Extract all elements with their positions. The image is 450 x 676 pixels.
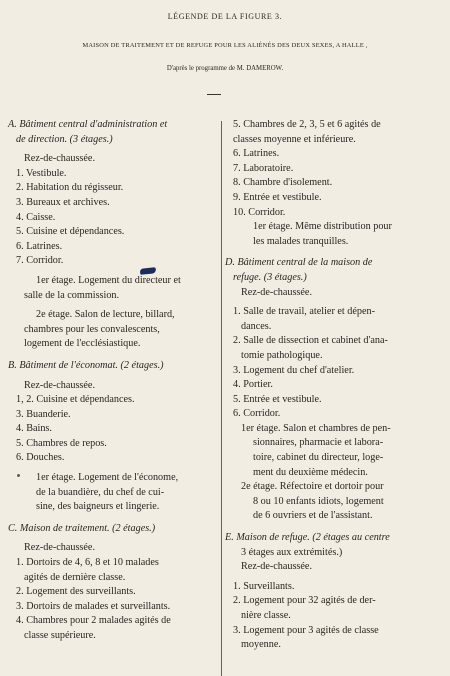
list-item: 2. Logement pour 32 agités de der- — [233, 595, 376, 607]
section-b-rdc: Rez-de-chaussée. — [24, 379, 95, 391]
floor-text: salle de la commission. — [24, 289, 120, 301]
floor-text: sionnaires, pharmacie et labora- — [253, 437, 384, 449]
floor-text: les malades tranquilles. — [253, 235, 349, 247]
list-item-cont: tomie pathologique. — [241, 349, 323, 361]
section-e-heading: E. Maison de refuge. (2 étages au centre — [225, 532, 390, 544]
list-item: 10. Corridor. — [233, 206, 286, 218]
floor-text: 1er étage. Logement du directeur et — [36, 274, 181, 286]
institution-title: MAISON DE TRAITEMENT ET DE REFUGE POUR LES ALIÉNÉS DES DEUX SEXES, A HALLE , — [82, 42, 368, 49]
section-c-rdc: Rez-de-chaussée. — [24, 542, 95, 554]
list-item: 6. Latrines. — [16, 240, 63, 252]
section-e-heading-cont: 3 étages aux extrémités.) — [241, 546, 343, 558]
floor-text: 8 ou 10 enfants idiots, logement — [253, 495, 384, 507]
floor-text: sine, des baigneurs et lingerie. — [36, 501, 160, 513]
right-column — [225, 118, 447, 653]
section-d-heading: D. Bâtiment central de la maison de — [225, 257, 373, 269]
list-item: 6. Latrines. — [233, 148, 280, 160]
floor-text: logement de l'ecclésiastique. — [24, 338, 141, 350]
floor-text: 1er étage. Même distribution pour — [253, 221, 392, 233]
section-b-heading: B. Bâtiment de l'économat. (2 étages.) — [8, 359, 164, 371]
list-item: 1. Salle de travail, atelier et dépen- — [233, 306, 375, 318]
section-c-heading: C. Maison de traitement. (2 étages.) — [8, 522, 156, 534]
section-a-heading-cont: de direction. (3 étages.) — [16, 133, 113, 145]
source-note: D'après le programme de M. DAMEROW. — [166, 65, 284, 72]
header-rule — [207, 94, 221, 95]
list-item: 4. Caisse. — [16, 211, 56, 223]
floor-text: 1er étage. Logement de l'économe, — [36, 472, 179, 484]
legend-title: LÉGENDE DE LA FIGURE 3. — [167, 12, 283, 21]
list-item: 5. Cuisine et dépendances. — [16, 226, 125, 238]
list-item-cont: nière classe. — [241, 610, 291, 621]
section-d-heading-cont: refuge. (3 étages.) — [233, 271, 307, 283]
list-item-cont: agités de dernière classe. — [24, 571, 126, 583]
list-item-cont: moyenne. — [241, 639, 281, 651]
section-e-rdc: Rez-de-chaussée. — [241, 561, 312, 573]
list-item: 6. Douches. — [16, 452, 65, 464]
floor-text: ment du deuxième médecin. — [253, 466, 368, 478]
list-item: 5. Entrée et vestibule. — [233, 393, 322, 405]
list-item: 5. Chambres de repos. — [16, 437, 107, 449]
column-divider — [221, 121, 222, 676]
list-item: 1. Vestibule. — [16, 167, 67, 179]
list-item: 1. Surveillants. — [233, 580, 295, 592]
list-item: 2. Salle de dissection et cabinet d'ana- — [233, 335, 388, 347]
list-item: 3. Buanderie. — [16, 408, 71, 420]
list-item: 8. Chambre d'isolement. — [233, 177, 333, 189]
list-item: 1, 2. Cuisine et dépendances. — [16, 394, 135, 406]
floor-text: de 6 ouvriers et de l'assistant. — [253, 510, 373, 522]
list-item: 4. Chambres pour 2 malades agités de — [16, 615, 171, 627]
list-item: 4. Bains. — [16, 423, 52, 435]
list-item: 7. Laboratoire. — [233, 162, 294, 174]
list-item: 3. Dortoirs de malades et surveillants. — [16, 600, 171, 612]
floor-text: 2e étage. Salon de lecture, billard, — [36, 309, 175, 321]
list-item: 2. Habitation du régisseur. — [16, 182, 124, 194]
list-item: 7. Corridor. — [16, 255, 64, 267]
list-item: 5. Chambres de 2, 3, 5 et 6 agités de — [233, 119, 381, 130]
floor-text: 2e étage. Réfectoire et dortoir pour — [241, 481, 384, 493]
list-item: 6. Corridor. — [233, 408, 281, 420]
floor-text: 1er étage. Salon et chambres de pen- — [241, 422, 391, 434]
floor-text: chambres pour les convalescents, — [24, 323, 160, 335]
list-item-cont: classes moyenne et inférieure. — [233, 133, 356, 145]
section-d-rdc: Rez-de-chaussée. — [241, 286, 312, 298]
list-item: 1. Dortoirs de 4, 6, 8 et 10 malades — [16, 557, 159, 569]
left-column — [8, 118, 216, 644]
list-item: 4. Portier. — [233, 379, 273, 391]
list-item: 3. Logement du chef d'atelier. — [233, 364, 355, 376]
floor-text: toire, cabinet du directeur, loge- — [253, 452, 384, 464]
list-item: 3. Logement pour 3 agités de classe — [233, 624, 379, 636]
list-item: 9. Entrée et vestibule. — [233, 191, 322, 203]
list-item: 3. Bureaux et archives. — [16, 196, 110, 208]
floor-text: de la buandière, du chef de cui- — [36, 486, 165, 498]
list-item-cont: classe supérieure. — [24, 630, 96, 641]
list-item: 2. Logement des surveillants. — [16, 586, 136, 598]
list-item-cont: dances. — [241, 320, 272, 332]
section-a-heading: A. Bâtiment central d'administration et — [8, 119, 168, 130]
section-a-rdc: Rez-de-chaussée. — [24, 153, 95, 165]
